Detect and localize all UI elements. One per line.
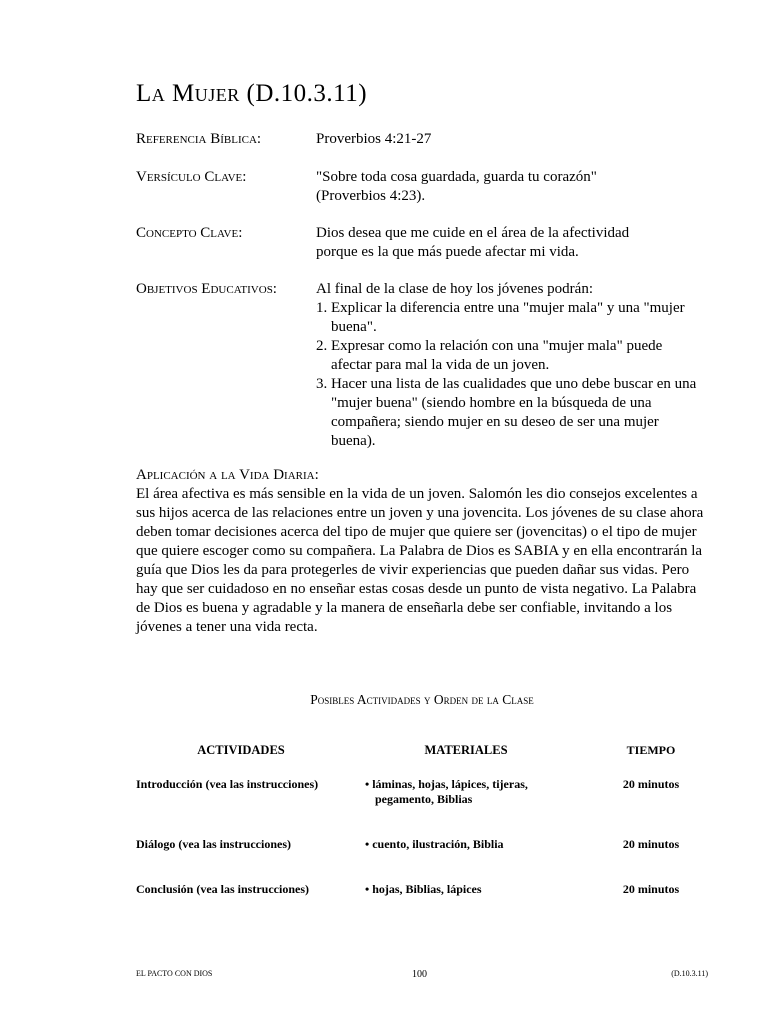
materiales-cell: • cuento, ilustración, Biblia [365,837,504,851]
versiculo-label: Versículo Clave: [136,169,247,185]
header-materiales: MATERIALES [424,743,508,757]
actividad-cell: Diálogo (vea las instrucciones) [136,837,291,851]
aplicacion-text: El área afectiva es más sensible en la vida de un joven. Salomón les dio consejos excelentes a sus hijos acerca de las relaciones entre un joven y una jovencita. Los jóvenes de su clase ahora deben tomar decisiones acerca del tipo de mujer que quiere ser (jovencitas) o el tipo de mujer que quiere escoger como su compañera. La Palabra de Dios es SABIA y en ella encontrarán la guía que Dios les da para protegerles de vivir experiencias que pueden dañar sus vidas. Pero hay que ser cuidadoso en no enseñar estas cosas desde un punto de vista negativo. La Palabra de Dios es buena y agradable y la manera de enseñarla debe ser confiable, invitando a los jóvenes a tener una vida recta. [136,486,704,635]
tiempo-cell: 20 minutos [622,837,680,851]
footer-book-title: EL PACTO CON DIOS [136,969,213,978]
referencia-value: Proverbios 4:21-27 [316,131,432,147]
objetivos-list [316,299,706,451]
materiales-cell: • láminas, hojas, lápices, tijeras, pegamento, Biblias [365,777,528,806]
objetivos-intro: Al final de la clase de hoy los jóvenes podrán: [316,281,594,297]
header-actividades: ACTIVIDADES [197,743,285,757]
objetivos-label: Objetivos Educativos: [136,281,277,297]
materiales-cell: • hojas, Biblias, lápices [365,882,482,896]
objetivos-value [316,280,706,451]
tiempo-cell: 20 minutos [622,777,680,791]
footer-lesson-code: (D.10.3.11) [671,969,708,978]
actividad-cell: Introducción (vea las instrucciones) [136,777,319,791]
referencia-label: Referencia Bíblica: [136,131,262,147]
concepto-value [316,224,706,262]
concepto-line: Dios desea que me cuide en el área de la afectividad [316,225,630,241]
list-item: 1. Explicar la diferencia entre una "mujer mala" y una "mujer buena". [316,300,685,335]
aplicacion-heading: Aplicación a la Vida Diaria: [136,467,319,483]
aplicacion-section [136,466,708,637]
tiempo-cell: 20 minutos [622,882,680,896]
actividad-cell: Conclusión (vea las instrucciones) [136,882,310,896]
page-title: La Mujer (D.10.3.11) [136,80,368,107]
list-item: 2. Expresar como la relación con una "mujer mala" puede afectar para mal la vida de un joven. [316,338,663,373]
header-tiempo: TIEMPO [626,743,676,757]
versiculo-line: (Proverbios 4:23). [316,188,426,204]
table-header [136,743,708,761]
concepto-label: Concepto Clave: [136,225,243,241]
page-number: 100 [412,969,427,980]
list-item: 3. Hacer una lista de las cualidades que uno debe buscar en una "mujer buena" (siendo hombre en la búsqueda de una compañera; siendo mujer en su deseo de ser una mujer buena). [316,376,697,449]
actividades-heading: Posibles Actividades y Orden de la Clase [310,692,534,707]
versiculo-line: "Sobre toda cosa guardada, guarda tu corazón" [316,169,597,185]
versiculo-value [316,168,706,206]
concepto-line: porque es la que más puede afectar mi vida. [316,244,579,260]
